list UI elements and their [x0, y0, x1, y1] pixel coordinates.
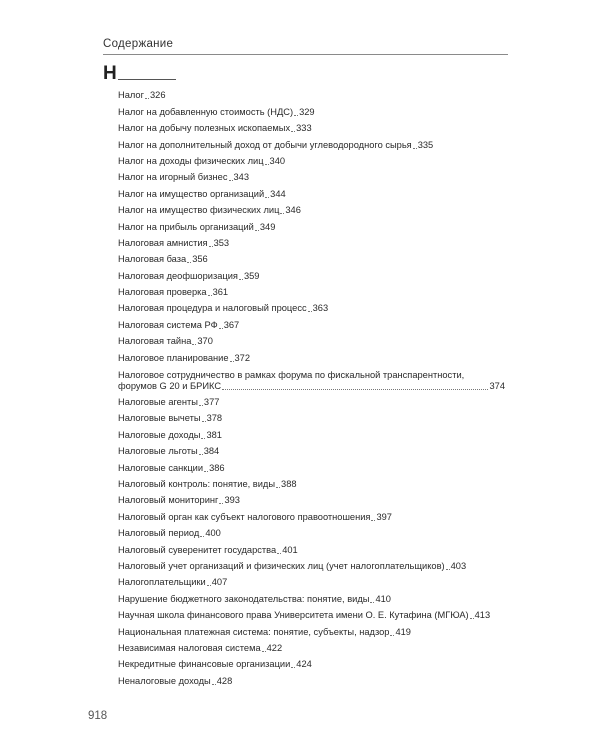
toc-entry[interactable]: [118, 200, 505, 216]
toc-entry-row: [118, 381, 505, 392]
toc-entry-title: Налог на дополнительный доход от добычи углеводородного сырья: [118, 139, 412, 150]
toc-entry[interactable]: [118, 605, 505, 621]
toc-entry-title: Налоговая амнистия: [118, 237, 208, 248]
toc-entry[interactable]: [118, 670, 505, 686]
toc-entry[interactable]: [118, 424, 505, 440]
toc-entry-title: Налоговая проверка: [118, 287, 207, 298]
toc-entry-page: 344: [270, 188, 286, 199]
toc-entry-row: [118, 610, 490, 621]
toc-entry-page: 370: [197, 336, 213, 347]
toc-entry-title: Научная школа финансового права Университета имени О. Е. Кутафина (МГЮА): [118, 610, 469, 621]
toc-entry-row: [118, 676, 232, 687]
toc-entry-row: [118, 659, 312, 670]
toc-leader-dots: [255, 230, 259, 231]
toc-entry[interactable]: [118, 621, 505, 637]
toc-entry[interactable]: [118, 183, 505, 199]
toc-entry-page: 386: [209, 462, 225, 473]
toc-entry[interactable]: [118, 249, 505, 265]
toc-leader-dots: [219, 503, 223, 504]
toc-entry[interactable]: [118, 101, 505, 117]
toc-entry[interactable]: [118, 118, 505, 134]
toc-leader-dots: [308, 311, 312, 312]
toc-entry-title: Налоговая процедура и налоговый процесс: [118, 303, 307, 314]
toc-entry-row: [118, 189, 286, 200]
toc-leader-dots: [199, 454, 203, 455]
section-letter-rule: [118, 79, 176, 80]
toc-entry-row: [118, 577, 227, 588]
toc-leader-dots: [145, 98, 149, 99]
toc-entry-page: 353: [213, 237, 230, 248]
toc-entry-title: Налоговая система РФ: [118, 319, 218, 330]
toc-entry-page: 361: [212, 287, 229, 298]
toc-entry-title: Налоговая база: [118, 254, 187, 265]
toc-entry-title: Налоговая тайна: [118, 336, 192, 347]
toc-entry[interactable]: [118, 265, 505, 281]
toc-entry[interactable]: [118, 167, 505, 183]
toc-entry-title: Налоговый мониторинг: [118, 495, 219, 506]
toc-entry-page: 372: [234, 352, 251, 363]
toc-entry-row: [118, 90, 166, 101]
toc-leader-dots: [199, 405, 203, 406]
toc-entry-title: Налог на добавленную стоимость (НДС): [118, 106, 294, 117]
toc-entry-page: 384: [203, 446, 220, 457]
toc-entry-title: Нарушение бюджетного законодательства: понятие, виды: [118, 593, 370, 604]
toc-entry-page: 397: [376, 511, 392, 522]
toc-leader-dots: [229, 180, 233, 181]
toc-leader-dots: [222, 389, 488, 390]
running-header-title: Содержание: [103, 38, 174, 50]
toc-entry-row: [118, 561, 466, 572]
toc-leader-dots: [207, 585, 211, 586]
toc-entry-page: 356: [192, 254, 208, 265]
toc-entry-row: [118, 303, 328, 314]
toc-entry-title: Национальная платежная система: понятие, субъекты, надзор: [118, 626, 390, 637]
toc-entry-row: [118, 140, 433, 151]
toc-entry-title: Налоговый суверенитет государства: [118, 544, 277, 555]
toc-leader-dots: [370, 602, 374, 603]
toc-entry[interactable]: [118, 233, 505, 249]
toc-leader-dots: [265, 197, 269, 198]
toc-leader-dots: [212, 684, 216, 685]
toc-leader-dots: [201, 438, 205, 439]
toc-leader-dots: [371, 520, 375, 521]
toc-entry-page: 326: [149, 90, 166, 101]
toc-entry[interactable]: [118, 572, 505, 588]
toc-entry-page: 419: [395, 626, 411, 637]
toc-entry-row: [118, 172, 249, 183]
toc-entry[interactable]: [118, 506, 505, 522]
toc-entry[interactable]: [118, 490, 505, 506]
toc-entry[interactable]: [118, 474, 505, 490]
toc-entry-title: Налоговые льготы: [118, 446, 198, 457]
toc-entry-page: 363: [312, 303, 329, 314]
toc-entry-page: 422: [266, 642, 283, 653]
toc-leader-dots: [208, 295, 212, 296]
toc-entry[interactable]: [118, 539, 505, 555]
toc-entry-row: [118, 107, 315, 118]
toc-entry[interactable]: [118, 151, 505, 167]
toc-entry-title: Налоговые санкции: [118, 462, 204, 473]
toc-entry-title-line1: Налоговое сотрудничество в рамках форума по фискальной транспарентности,: [118, 369, 465, 380]
toc-entry-page: 403: [450, 560, 467, 571]
toc-entry-page: 359: [243, 270, 260, 281]
toc-entry-row: [118, 643, 282, 654]
page-number: 918: [88, 710, 108, 722]
toc-entry-title: Налоговый контроль: понятие, виды: [118, 478, 276, 489]
toc-entry[interactable]: [118, 654, 505, 670]
toc-entry-title: Налог на доходы физических лиц: [118, 155, 264, 166]
toc-leader-dots: [219, 328, 223, 329]
toc-leader-dots: [446, 569, 450, 570]
toc-entry-page: 393: [224, 495, 240, 506]
toc-entry-row: [118, 271, 259, 282]
toc-entry-page: 401: [282, 544, 298, 555]
toc-entry-row: [118, 222, 275, 233]
toc-entry-title: Налоговое планирование: [118, 352, 229, 363]
toc-entry-page: 413: [474, 610, 491, 621]
toc-entry[interactable]: [118, 314, 505, 330]
toc-entry-row: [118, 320, 239, 331]
toc-list: [118, 85, 505, 687]
toc-entry-page: 329: [299, 106, 315, 117]
toc-leader-dots: [276, 487, 280, 488]
toc-leader-dots: [187, 262, 191, 263]
toc-leader-dots: [390, 635, 394, 636]
toc-leader-dots: [413, 148, 417, 149]
toc-entry-page: 378: [206, 413, 223, 424]
toc-leader-dots: [294, 115, 298, 116]
toc-entry-title: Налоговый период: [118, 528, 200, 539]
toc-entry-title: Налоговая деофшоризация: [118, 270, 238, 281]
toc-entry-row: [118, 353, 250, 364]
toc-entry[interactable]: [118, 298, 505, 314]
toc-entry-page: 410: [375, 593, 391, 604]
toc-entry-title: Налоговый учет организаций и физических лиц (учет налогоплательщиков): [118, 560, 445, 571]
toc-entry-title: Налоговый орган как субъект налогового правоотношения: [118, 511, 371, 522]
toc-entry-row: [118, 238, 229, 249]
toc-entry[interactable]: [118, 638, 505, 654]
toc-leader-dots: [265, 164, 269, 165]
toc-entry-page: 400: [205, 528, 221, 539]
toc-entry-title: Налог на прибыль организаций: [118, 221, 254, 232]
toc-entry[interactable]: [118, 347, 505, 363]
toc-entry-row: [118, 205, 301, 216]
running-header: [103, 34, 508, 55]
toc-entry-title: Налог: [118, 90, 144, 101]
toc-leader-dots: [280, 213, 284, 214]
toc-entry-title: Налог на игорный бизнес: [118, 172, 228, 183]
toc-entry[interactable]: [118, 216, 505, 232]
toc-entry[interactable]: [118, 441, 505, 457]
toc-leader-dots: [192, 344, 196, 345]
toc-entry-row: [118, 495, 240, 506]
toc-entry-row: [118, 254, 208, 265]
toc-entry-page: 374: [489, 380, 505, 391]
toc-entry-page: 349: [259, 221, 276, 232]
toc-entry-page: 346: [285, 205, 301, 216]
toc-entry[interactable]: [118, 282, 505, 298]
toc-entry-title: Налоговые доходы: [118, 429, 201, 440]
toc-entry-row: [118, 479, 297, 490]
toc-entry[interactable]: [118, 457, 505, 473]
toc-leader-dots: [204, 471, 208, 472]
toc-entry-page: 407: [211, 577, 228, 588]
toc-entry[interactable]: [118, 588, 505, 604]
toc-entry-page: 428: [216, 675, 233, 686]
toc-entry[interactable]: [118, 85, 505, 101]
toc-entry[interactable]: [118, 331, 505, 347]
toc-entry-row: [118, 336, 213, 347]
toc-leader-dots: [470, 618, 474, 619]
toc-entry-title: Налоговые вычеты: [118, 413, 201, 424]
toc-entry-page: 343: [233, 172, 250, 183]
toc-entry-row: [118, 446, 219, 457]
toc-leader-dots: [262, 651, 266, 652]
toc-leader-dots: [291, 131, 295, 132]
toc-leader-dots: [277, 553, 281, 554]
toc-leader-dots: [239, 279, 243, 280]
toc-entry-title: Независимая налоговая система: [118, 642, 261, 653]
toc-entry-row: [118, 413, 222, 424]
toc-entry-page: 340: [269, 155, 286, 166]
toc-entry-title: Налог на имущество физических лиц: [118, 205, 280, 216]
toc-leader-dots: [230, 361, 234, 362]
toc-entry-row: [118, 528, 221, 539]
toc-entry-title: Налог на имущество организаций: [118, 188, 265, 199]
toc-entry-page: 335: [417, 139, 434, 150]
toc-entry-row: [118, 397, 219, 408]
toc-entry[interactable]: [118, 523, 505, 539]
toc-entry-row: [118, 463, 225, 474]
toc-entry[interactable]: [118, 408, 505, 424]
toc-entry-title: форумов G 20 и БРИКС: [118, 380, 222, 391]
toc-leader-dots: [202, 421, 206, 422]
toc-entry-title: Налоговые агенты: [118, 397, 198, 408]
toc-entry-row: [118, 545, 298, 556]
toc-entry-title: Некредитные финансовые организации: [118, 659, 291, 670]
toc-leader-dots: [200, 536, 204, 537]
toc-entry-row: [118, 627, 411, 638]
toc-entry-page: 424: [296, 659, 312, 670]
toc-entry-page: 381: [206, 429, 222, 440]
toc-entry-title: Налог на добычу полезных ископаемых: [118, 123, 291, 134]
toc-entry-row: [118, 430, 222, 441]
toc-entry-page: 367: [223, 319, 240, 330]
toc-leader-dots: [209, 246, 213, 247]
toc-entry-page: 333: [296, 123, 312, 134]
toc-entry-page: 377: [203, 397, 220, 408]
toc-entry[interactable]: [118, 556, 505, 572]
toc-entry-page: 388: [281, 478, 297, 489]
section-letter: Н: [103, 63, 117, 84]
toc-entry-row: [118, 287, 228, 298]
toc-entry-row: [118, 512, 392, 523]
toc-entry-row: [118, 156, 285, 167]
toc-entry-row: [118, 123, 312, 134]
toc-entry-title: Неналоговые доходы: [118, 675, 211, 686]
toc-entry-row: [118, 594, 391, 605]
toc-entry[interactable]: [118, 392, 505, 408]
toc-entry-title: Налогоплательщики: [118, 577, 206, 588]
toc-entry[interactable]: [118, 364, 505, 392]
toc-entry[interactable]: [118, 134, 505, 150]
toc-leader-dots: [291, 667, 295, 668]
